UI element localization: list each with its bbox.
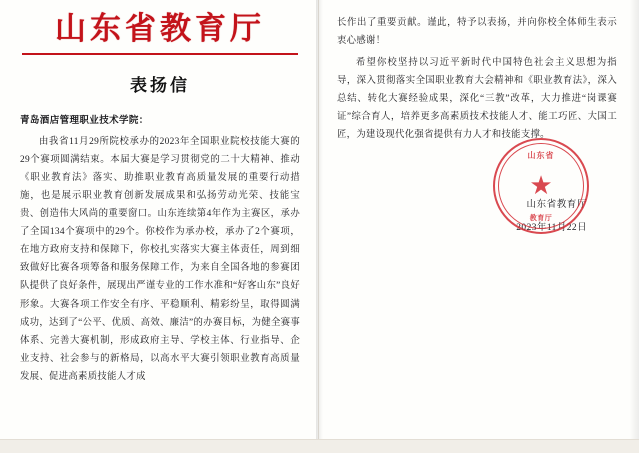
body-paragraph-continued: 长作出了重要贡献。谨此，特予以表扬，并向你校全体师生表示衷心感谢！ [337,18,617,47]
letterhead-divider [22,53,298,55]
seal-star-icon: ★ [529,171,553,201]
letterhead-title: 山东省教育厅 [55,11,265,47]
seal-bottom-text: 教育厅 [529,214,553,223]
signature-date: 2023年11月22日 [516,223,587,234]
body-paragraph: 由我省11月29所院校承办的2023年全国职业院校技能大赛的29个赛项圆满结束。本届大赛是学习贯彻党的二十大精神、推动《职业教育法》落实、助推职业教育高质量发展的重要行动措施，也是展示职业教育创新发展成果和弘扬劳动光荣、技能宝贵、创造伟大风尚的重要窗口。山东连续第4年作为主赛区，承办了全国134个赛项中的29个。你校作为承办校，承办了2个赛项，在地方政府支持和保障下，你校扎实落实大赛主体责任，周到细致做好比赛各项筹备和服务保障工作，为来自全国各地的参赛团队提供了良好条件，展现出严谨专业的工作水准和“好客山东”良好形象。大赛各项工作安全有序、平稳顺利、精彩纷呈，取得圆满成功，达到了“公平、优质、高效、廉洁”的办赛目标，为健全赛事体系、完善大赛机制，形成政府主导、学校主体、行业指导、企业支持、社会参与的新格局，以高水平大赛引领职业教育高质量发展、促进高素质技能人才成 [20,137,300,382]
body-paragraph-closing: 希望你校坚持以习近平新时代中国特色社会主义思想为指导，深入贯彻落实全国职业教育大会精神和《职业教育法》，深入总结、转化大赛经验成果，深化“三教”改革，大力推进“岗课赛证”综合育人，培养更多高素质技术技能人才、能工巧匠、大国工匠，为建设现代化强省提供有力人才和技能支撑。 [337,58,617,141]
letter-right-column [319,0,639,453]
seal-top-text: 山东省 [527,151,555,161]
page-bottom-edge [0,439,639,453]
page-title: 表扬信 [130,76,190,97]
signature-block [337,151,617,234]
salutation: 青岛酒店管理职业技术学院： [20,116,149,127]
signature-organization: 山东省教育厅 [526,199,587,211]
official-seal-icon [493,138,589,234]
letter-left-column [0,0,319,453]
